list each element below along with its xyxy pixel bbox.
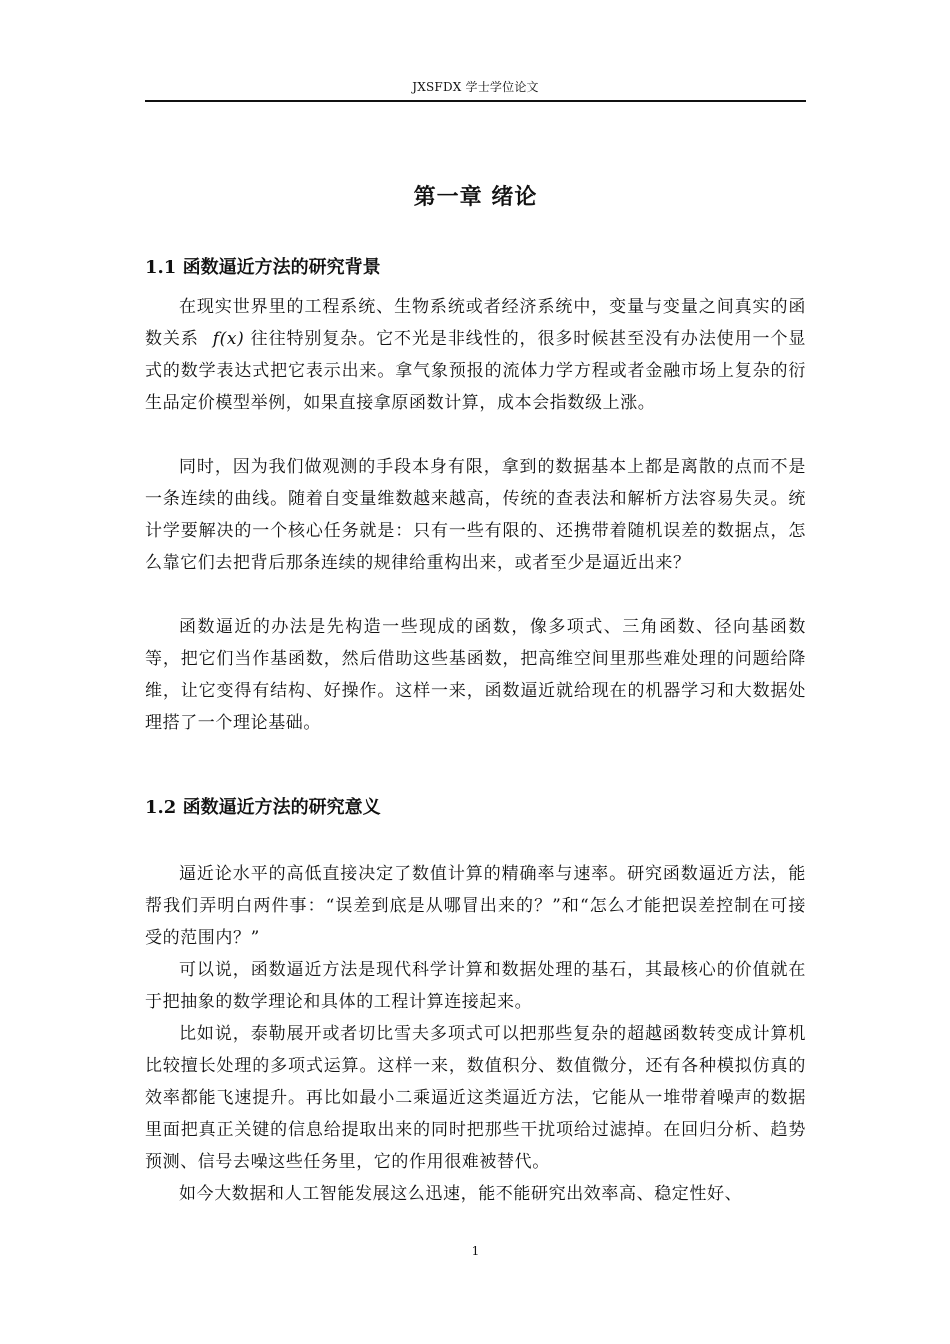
paragraph xyxy=(145,291,806,419)
paragraph: 同时，因为我们做观测的手段本身有限，拿到的数据基本上都是离散的点而不是一条连续的曲线。随着自变量维数越来越高，传统的查表法和解析方法容易失灵。统计学要解决的一个核心任务就是：只有一些有限的、还携带着随机误差的数据点，怎么靠它们去把背后那条连续的规律给重构出来，或者至少是逼近出来？ xyxy=(145,457,806,573)
chapter-title: 第一章 绪论 xyxy=(413,184,538,210)
paragraph: 可以说，函数逼近方法是现代科学计算和数据处理的基石，其最核心的价值就在于把抽象的数学理论和具体的工程计算连接起来。 xyxy=(145,960,806,1012)
math-expression: f(x) xyxy=(212,329,245,349)
section-heading-1-1: 1.1 函数逼近方法的研究背景 xyxy=(145,257,381,278)
paragraph-text: 往往特别复杂。它不光是非线性的，很多时候甚至没有办法使用一个显式的数学表达式把它表示出来。拿气象预报的流体力学方程或者金融市场上复杂的衍生品定价模型举例，如果直接拿原函数计算，成本会指数级上涨。 xyxy=(145,329,806,413)
paragraph: 函数逼近的办法是先构造一些现成的函数，像多项式、三角函数、径向基函数等，把它们当作基函数，然后借助这些基函数，把高维空间里那些难处理的问题给降维，让它变得有结构、好操作。这样一来，函数逼近就给现在的机器学习和大数据处理搭了一个理论基础。 xyxy=(145,617,806,733)
header-rule xyxy=(145,100,806,102)
running-header: JXSFDX 学士学位论文 xyxy=(412,80,539,94)
page-number: 1 xyxy=(471,1244,480,1258)
paragraph: 比如说，泰勒展开或者切比雪夫多项式可以把那些复杂的超越函数转变成计算机比较擅长处理的多项式运算。这样一来，数值积分、数值微分，还有各种模拟仿真的效率都能飞速提升。再比如最小二乘逼近这类逼近方法，它能从一堆带着噪声的数据里面把真正关键的信息给提取出来的同时把那些干扰项给过滤掉。在回归分析、趋势预测、信号去噪这些任务里，它的作用很难被替代。 xyxy=(145,1024,806,1172)
section-heading-1-2: 1.2 函数逼近方法的研究意义 xyxy=(145,797,381,818)
paragraph: 如今大数据和人工智能发展这么迅速，能不能研究出效率高、稳定性好、 xyxy=(179,1184,743,1204)
paragraph-text: 在现实世界里的工程系统、生物系统或者经济系统中，变量与变量之间真实的函数关系 xyxy=(145,297,806,349)
paragraph: 逼近论水平的高低直接决定了数值计算的精确率与速率。研究函数逼近方法，能帮我们弄明白两件事：“误差到底是从哪冒出来的？”和“怎么才能把误差控制在可接受的范围内？” xyxy=(145,864,806,948)
